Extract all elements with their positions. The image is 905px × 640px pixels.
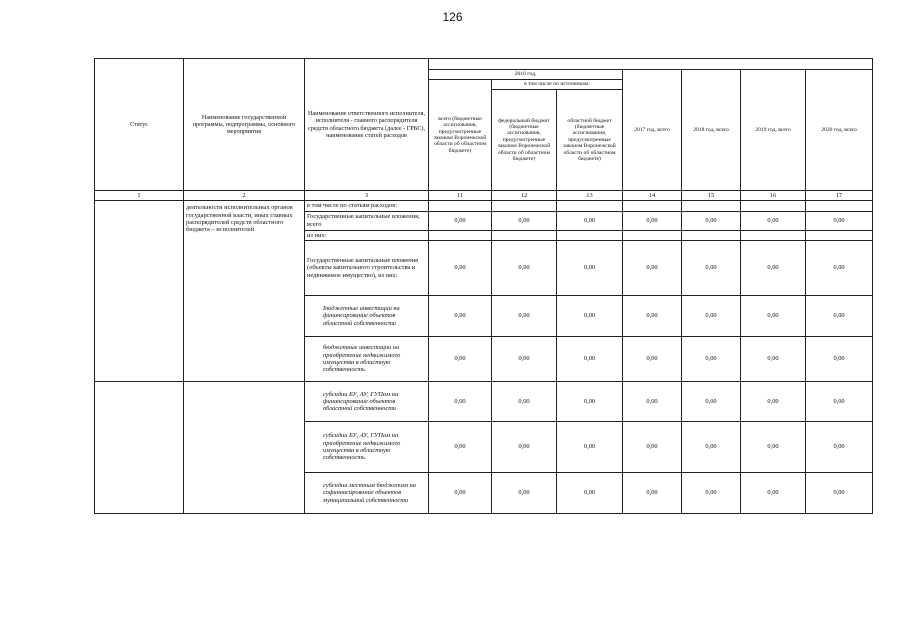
value-cell: 0,00 (741, 382, 806, 422)
row-label: в том числе по статьям расходов: (305, 201, 429, 211)
value-cell: 0,00 (429, 211, 492, 230)
row-label: бюджетные инвестиции на приобретение недвижимого имущества в областную собственность (305, 337, 429, 382)
colnum-11: 11 (429, 191, 492, 201)
row-label: субсидии местным бюджетам на софинансирование объектов муниципальной собственности (305, 473, 429, 514)
value-cell: 0,00 (557, 473, 623, 514)
cell-empty (429, 230, 492, 240)
value-cell: 0,00 (557, 382, 623, 422)
value-cell: 0,00 (741, 473, 806, 514)
value-cell: 0,00 (429, 241, 492, 296)
value-cell: 0,00 (557, 211, 623, 230)
program-cell-2 (184, 382, 305, 514)
row-label: субсидии БУ, АУ, ГУПам на приобретение недвижимого имущества в областную собственность (305, 422, 429, 473)
value-cell: 0,00 (557, 422, 623, 473)
page-number: 126 (442, 10, 463, 24)
value-cell: 0,00 (429, 473, 492, 514)
header-spacer (429, 59, 873, 70)
header-2017: 2017 год, всего (623, 70, 682, 191)
value-cell: 0,00 (492, 422, 557, 473)
cell-empty (682, 201, 741, 211)
colnum-3: 3 (305, 191, 429, 201)
program-cell-1 (184, 201, 305, 382)
row-label: Бюджетные инвестиции на финансирование объектов областной собственности (305, 296, 429, 337)
header-2018: 2018 год, всего (682, 70, 741, 191)
header-2019: 2019 год, всего (741, 70, 806, 191)
cell-empty (429, 201, 492, 211)
header-year-2016: 2016 год, (429, 70, 623, 80)
header-executor: Наименование ответственного исполнителя, исполнителя - главного распорядителя средств областного бюджета (далее - ГРБС), наименование статей расходов (305, 59, 429, 191)
cell-empty (682, 230, 741, 240)
cell-empty (492, 201, 557, 211)
value-cell: 0,00 (682, 296, 741, 337)
column-numbers-row (95, 191, 873, 201)
value-cell: 0,00 (682, 382, 741, 422)
value-cell: 0,00 (806, 241, 873, 296)
value-cell: 0,00 (741, 241, 806, 296)
value-cell: 0,00 (429, 296, 492, 337)
header-federal: федеральный бюджет (бюджетные ассигнования, предусмотренные законом Воронежской области об областном бюджете) (492, 90, 557, 191)
value-cell: 0,00 (806, 337, 873, 382)
value-cell: 0,00 (492, 296, 557, 337)
status-cell-2 (95, 382, 184, 514)
value-cell: 0,00 (741, 211, 806, 230)
value-cell: 0,00 (623, 241, 682, 296)
row-label: Государственные капитальные вложения, всего (305, 211, 429, 230)
value-cell: 0,00 (741, 296, 806, 337)
status-cell-1 (95, 201, 184, 382)
cell-empty (806, 230, 873, 240)
header-sources: в том числе по источникам: (492, 80, 623, 90)
header-regional: областной бюджет (бюджетные ассигнования, предусмотренные законом Воронежской области об областном бюджете) (557, 90, 623, 191)
cell-empty (557, 230, 623, 240)
value-cell: 0,00 (429, 422, 492, 473)
value-cell: 0,00 (623, 473, 682, 514)
value-cell: 0,00 (492, 382, 557, 422)
value-cell: 0,00 (806, 382, 873, 422)
header-program-name: Наименование государственной программы, подпрограммы, основного мероприятия (184, 59, 305, 191)
row-label: Государственные капитальные вложения (объекты капитального строительства и недвижимое имущество), из них: (305, 241, 429, 296)
colnum-14: 14 (623, 191, 682, 201)
header-top-row (95, 59, 873, 70)
colnum-16: 16 (741, 191, 806, 201)
value-cell: 0,00 (682, 337, 741, 382)
value-cell: 0,00 (682, 241, 741, 296)
header-total-2016: всего (бюджетные ассигнования, предусмотренные законом Воронежской области об областном бюджете) (429, 80, 492, 191)
cell-empty (806, 201, 873, 211)
table-row (95, 201, 873, 211)
table-row (95, 382, 873, 422)
value-cell: 0,00 (623, 382, 682, 422)
value-cell: 0,00 (682, 473, 741, 514)
value-cell: 0,00 (806, 473, 873, 514)
value-cell: 0,00 (741, 337, 806, 382)
value-cell: 0,00 (682, 211, 741, 230)
value-cell: 0,00 (806, 422, 873, 473)
value-cell: 0,00 (492, 473, 557, 514)
cell-empty (741, 201, 806, 211)
value-cell: 0,00 (429, 337, 492, 382)
colnum-13: 13 (557, 191, 623, 201)
row-label: из них: (305, 230, 429, 240)
value-cell: 0,00 (557, 337, 623, 382)
value-cell: 0,00 (557, 296, 623, 337)
cell-empty (492, 230, 557, 240)
value-cell: 0,00 (741, 422, 806, 473)
value-cell: 0,00 (429, 382, 492, 422)
value-cell: 0,00 (492, 337, 557, 382)
colnum-2: 2 (184, 191, 305, 201)
budget-table (94, 58, 873, 514)
colnum-1: 1 (95, 191, 184, 201)
value-cell: 0,00 (623, 422, 682, 473)
colnum-15: 15 (682, 191, 741, 201)
value-cell: 0,00 (623, 211, 682, 230)
header-status: Статус (95, 59, 184, 191)
cell-empty (741, 230, 806, 240)
value-cell: 0,00 (492, 241, 557, 296)
program-text: деятельности исполнительных органов государственной власти, иных главных распорядителей средств областного бюджета – исполнителей (186, 204, 293, 234)
value-cell: 0,00 (623, 337, 682, 382)
value-cell: 0,00 (557, 241, 623, 296)
colnum-17: 17 (806, 191, 873, 201)
value-cell: 0,00 (806, 211, 873, 230)
colnum-12: 12 (492, 191, 557, 201)
value-cell: 0,00 (682, 422, 741, 473)
cell-empty (557, 201, 623, 211)
cell-empty (623, 201, 682, 211)
row-label: субсидии БУ, АУ, ГУПам на финансирование объектов областной собственности (305, 382, 429, 422)
value-cell: 0,00 (623, 296, 682, 337)
header-2020: 2020 год, всего (806, 70, 873, 191)
cell-empty (623, 230, 682, 240)
value-cell: 0,00 (806, 296, 873, 337)
value-cell: 0,00 (492, 211, 557, 230)
